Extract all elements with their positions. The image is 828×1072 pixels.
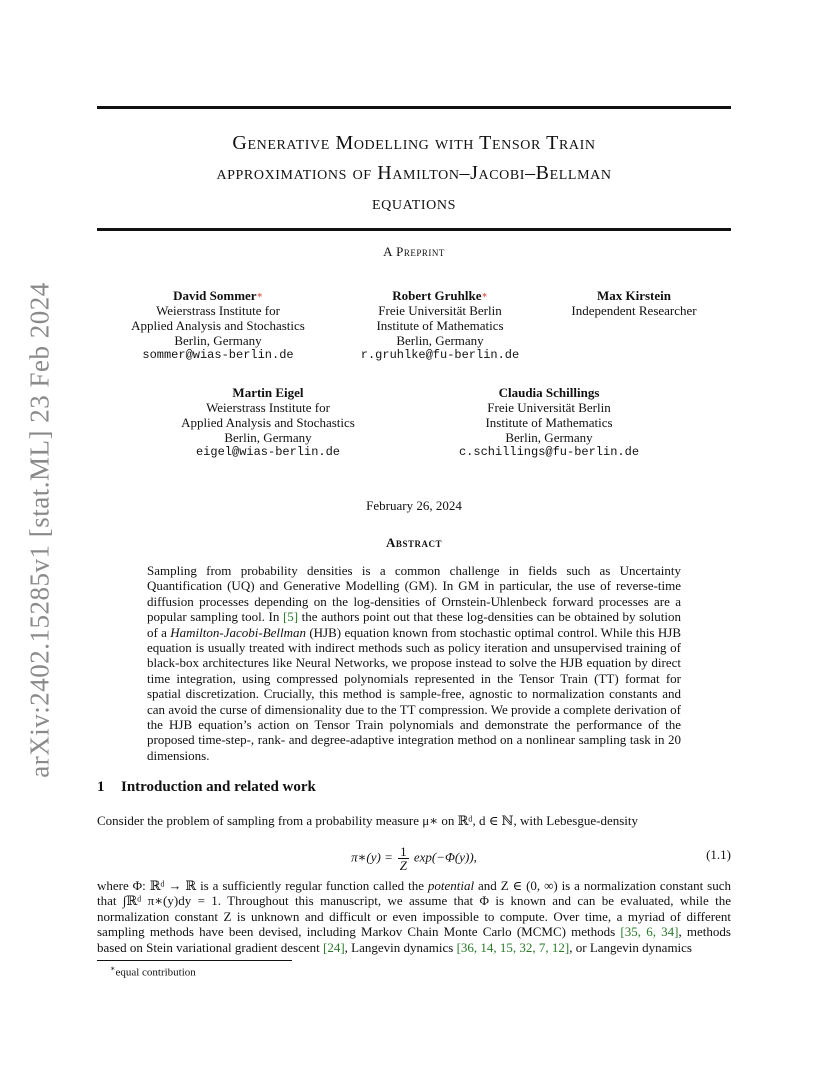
footnote-rule: [97, 960, 292, 961]
title-line: approximations of Hamilton–Jacobi–Bellman: [216, 162, 612, 184]
author-affiliation: Freie Universität Berlin: [378, 303, 502, 318]
author-affiliation: Weierstrass Institute for: [156, 303, 280, 318]
author-affiliation: Independent Researcher: [571, 303, 697, 318]
fraction-numerator: 1: [400, 844, 407, 859]
body-paragraph: where Φ: ℝᵈ → ℝ is a sufficiently regular function called the potential and Z ∈ (0, ∞) is a normalization constant such that ∫ℝᵈ π∗(y)dy = 1. Throughout this manuscript, we assume that Φ is known and can be evaluated, while the normalization constant Z is unknown and difficult or even impossible to compute. Over time, a myriad of different sampling methods have been devised, including Markov Chain Monte Carlo (MCMC) methods [35, 6, 34], methods based on Stein variational gradient descent [24], Langevin dynamics [36, 14, 15, 32, 7, 12], or Langevin dynamics: [97, 878, 731, 955]
author-affiliation: Institute of Mathematics: [376, 318, 504, 333]
footnote-mark: ∗: [110, 964, 116, 973]
author-email[interactable]: eigel@wias-berlin.de: [195, 445, 341, 459]
author-name: Max Kirstein: [596, 288, 671, 303]
author-name: Robert Gruhlke∗: [392, 288, 488, 303]
title-bottom-rule: [97, 228, 731, 231]
section-heading: [97, 779, 316, 796]
author-affiliation: Applied Analysis and Stochastics: [131, 318, 305, 333]
equation-fraction: [398, 845, 409, 872]
author-name: Claudia Schillings: [498, 385, 600, 400]
author-email[interactable]: sommer@wias-berlin.de: [142, 348, 294, 362]
footnote: [110, 964, 196, 979]
paper-title: [97, 128, 731, 218]
author-name: David Sommer∗: [173, 288, 263, 303]
author-name: Martin Eigel: [232, 385, 304, 400]
author-block: [544, 288, 724, 318]
paper-date: February 26, 2024: [366, 498, 462, 513]
author-block: [118, 288, 318, 363]
author-affiliation: Weierstrass Institute for: [206, 400, 330, 415]
author-block: [340, 288, 540, 363]
arxiv-stamp: arXiv:2402.15285v1 [stat.ML] 23 Feb 2024: [24, 282, 55, 778]
equation-lhs: π∗(y) =: [351, 849, 397, 865]
author-affiliation: Berlin, Germany: [505, 430, 593, 445]
section-number: 1: [97, 779, 105, 795]
abstract-heading: Abstract: [386, 535, 442, 550]
author-block: [436, 385, 662, 460]
preprint-label: A Preprint: [383, 244, 445, 259]
author-affiliation: Applied Analysis and Stochastics: [181, 415, 355, 430]
fraction-denominator: Z: [399, 858, 407, 873]
citation-link[interactable]: [5]: [282, 609, 299, 625]
citation-link[interactable]: [36, 14, 15, 32, 7, 12]: [456, 939, 570, 955]
equation-tag: (1.1): [706, 847, 731, 862]
equal-contribution-star: ∗: [481, 290, 488, 300]
author-affiliation: Berlin, Germany: [174, 333, 262, 348]
title-line: equations: [372, 192, 456, 214]
title-line: Generative Modelling with Tensor Train: [232, 132, 596, 154]
citation-link[interactable]: [24]: [322, 939, 345, 955]
equation-1-1: [97, 837, 731, 871]
abstract-text: Sampling from probability densities is a common challenge in fields such as Uncertainty Quantification (UQ) and Generative Modelling (GM). In GM in particular, the use of reverse-time diffusion processes depending on the log-densities of Ornstein-Uhlenbeck forward processes are a popular sampling tool. In [5] the authors point out that these log-densities can be obtained by solution of a Hamilton-Jacobi-Bellman (HJB) equation known from stochastic optimal control. While this HJB equation is usually treated with indirect methods such as policy iteration and unsupervised training of black-box architectures like Neural Networks, we propose instead to solve the HJB equation by direct time integration, using compressed polynomials represented in the Tensor Train (TT) format for spatial discretization. Crucially, this method is sample-free, agnostic to normalization constants and can avoid the curse of dimensionality due to the TT compression. We provide a complete derivation of the HJB equation’s action on Tensor Train polynomials and demonstrate the performance of the proposed time-step-, rank- and degree-adaptive integration method on a nonlinear sampling task in 20 dimensions.: [147, 563, 681, 763]
footnote-text: equal contribution: [115, 966, 196, 979]
equal-contribution-star: ∗: [256, 290, 263, 300]
author-email[interactable]: r.gruhlke@fu-berlin.de: [360, 348, 520, 362]
intro-sentence: Consider the problem of sampling from a probability measure μ∗ on ℝᵈ, d ∈ ℕ, with Lebesgue-density: [97, 813, 638, 828]
title-top-rule: [97, 106, 731, 109]
author-email[interactable]: c.schillings@fu-berlin.de: [458, 445, 640, 459]
author-affiliation: Berlin, Germany: [224, 430, 312, 445]
author-affiliation: Berlin, Germany: [396, 333, 484, 348]
equation-rhs: exp(−Φ(y)),: [410, 849, 477, 865]
citation-link[interactable]: [35, 6, 34]: [620, 924, 679, 940]
section-title: Introduction and related work: [121, 779, 316, 795]
emphasis-text: potential: [427, 878, 475, 893]
author-affiliation: Institute of Mathematics: [485, 415, 613, 430]
author-affiliation: Freie Universität Berlin: [487, 400, 611, 415]
author-block: [168, 385, 368, 460]
emphasis-text: Hamilton-Jacobi-Bellman: [170, 624, 307, 640]
